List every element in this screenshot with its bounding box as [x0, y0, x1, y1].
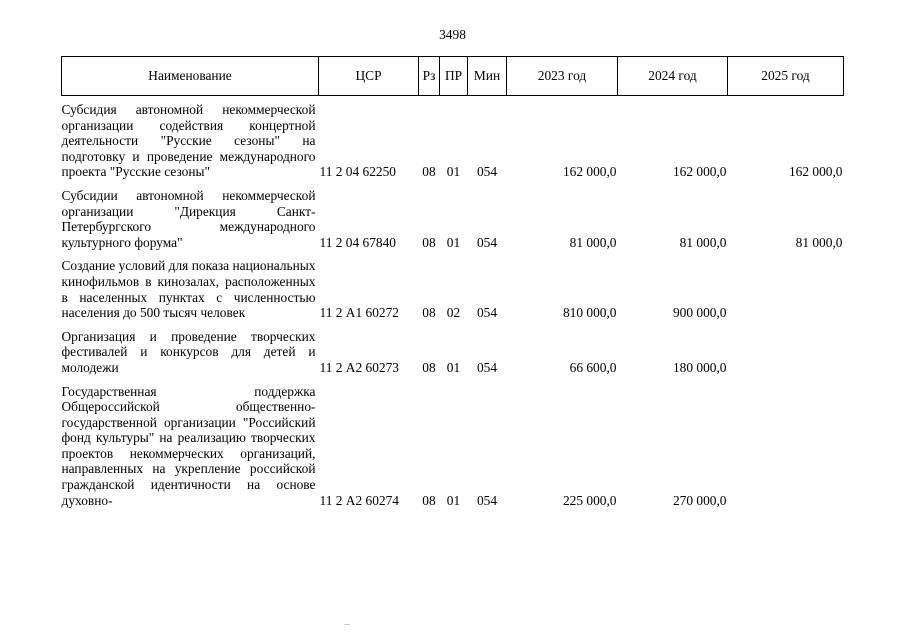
row-rz: 08	[422, 492, 436, 508]
header-2024: 2024 год	[618, 57, 728, 96]
row-min: 054	[476, 492, 498, 508]
header-pr: ПР	[440, 57, 468, 96]
header-2025: 2025 год	[728, 57, 844, 96]
row-2025: 81 000,0	[795, 234, 843, 250]
row-pr: 01	[446, 492, 461, 508]
row-2025	[728, 250, 844, 320]
table-row	[62, 321, 844, 376]
row-csr: 11 2 А2 60273	[319, 359, 399, 375]
row-2024: 270 000,0	[672, 492, 727, 508]
row-csr: 11 2 А2 60274	[319, 492, 399, 508]
header-rz: Рз	[419, 57, 440, 96]
row-pr: 01	[446, 359, 461, 375]
header-csr: ЦСР	[319, 57, 419, 96]
row-csr: 11 2 А1 60272	[319, 305, 399, 321]
table-row	[62, 250, 844, 320]
row-rz: 08	[422, 234, 436, 250]
budget-table	[61, 56, 844, 508]
row-min: 054	[476, 359, 498, 375]
row-2025	[728, 321, 844, 376]
row-pr: 02	[446, 305, 461, 321]
table-row	[62, 376, 844, 509]
row-2025: 162 000,0	[788, 164, 843, 180]
row-pr: 01	[446, 234, 461, 250]
table-row	[62, 180, 844, 250]
row-name: Субсидия автономной некоммерческой организации содействия концертной деятельности "Русские сезоны" на подготовку и проведение международного проекта "Русские сезоны"	[61, 102, 316, 180]
row-csr: 11 2 04 62250	[319, 164, 396, 180]
row-name: Создание условий для показа национальных кинофильмов в кинозалах, расположенных в населенных пунктах с численностью населения до 500 тысяч человек	[61, 258, 316, 321]
row-name: Организация и проведение творческих фестивалей и конкурсов для детей и молодежи	[61, 328, 316, 375]
row-name: Субсидии автономной некоммерческой организации "Дирекция Санкт-Петербургского международного культурного форума"	[61, 187, 316, 250]
row-2024: 180 000,0	[672, 359, 727, 375]
header-name: Наименование	[62, 57, 319, 96]
row-2025	[728, 376, 844, 509]
row-min: 054	[476, 164, 498, 180]
row-rz: 08	[422, 305, 436, 321]
row-2023: 66 600,0	[569, 359, 617, 375]
table-body	[62, 96, 844, 509]
row-pr: 01	[446, 164, 461, 180]
table-row	[62, 96, 844, 180]
row-min: 054	[476, 305, 498, 321]
row-2024: 162 000,0	[672, 164, 727, 180]
row-csr: 11 2 04 67840	[319, 234, 396, 250]
page-number: 3498	[439, 27, 466, 42]
row-rz: 08	[422, 164, 436, 180]
header-min: Мин	[468, 57, 507, 96]
row-name: Государственная поддержка Общероссийской общественно-государственной организации "Российский фонд культуры" на реализацию творческих проектов некоммерческих организаций, направленных на укрепление российской гражданской идентичности на основе духовно-	[61, 383, 316, 508]
row-2024: 81 000,0	[679, 234, 727, 250]
row-rz: 08	[422, 359, 436, 375]
row-2023: 81 000,0	[569, 234, 617, 250]
header-2023: 2023 год	[507, 57, 618, 96]
row-2024: 900 000,0	[672, 305, 727, 321]
scan-mark	[344, 624, 350, 625]
row-2023: 225 000,0	[562, 492, 617, 508]
row-min: 054	[476, 234, 498, 250]
table-header	[62, 57, 844, 96]
row-2023: 162 000,0	[562, 164, 617, 180]
row-2023: 810 000,0	[562, 305, 617, 321]
